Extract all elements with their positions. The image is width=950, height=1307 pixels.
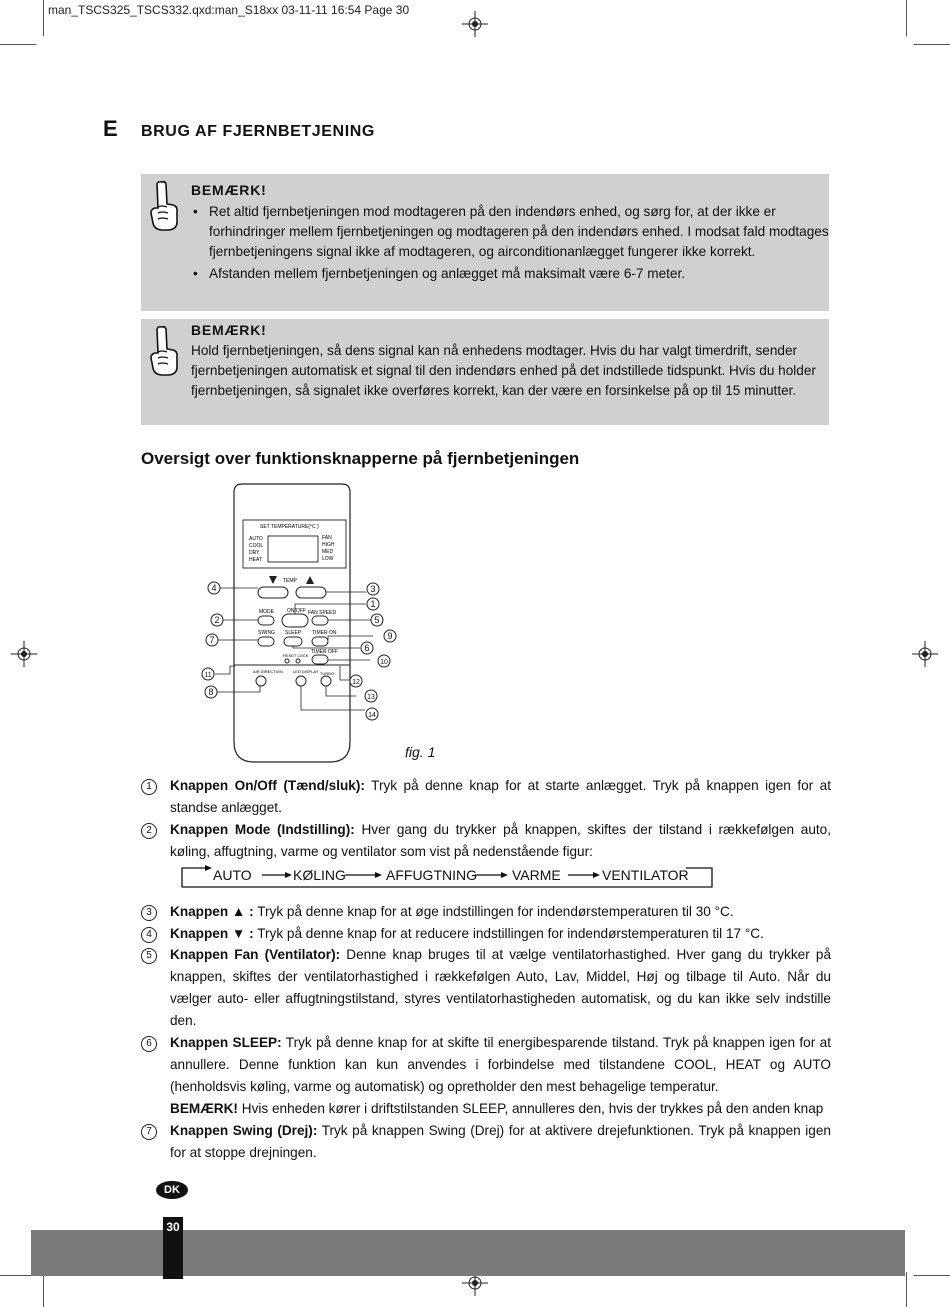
list-item — [141, 923, 831, 945]
crop-mark — [0, 44, 36, 45]
item-number: 3 — [141, 905, 157, 921]
item-number: 6 — [141, 1036, 157, 1052]
crop-mark — [906, 0, 907, 36]
crop-mark — [43, 1272, 44, 1307]
air-direction-label: AIR DIRECTION — [253, 669, 283, 674]
list-item — [141, 819, 831, 863]
item-text: Tryk på denne knap for at starte anlægget. Tryk på knappen igen for at standse anlægget. — [170, 778, 831, 815]
lock-button[interactable] — [296, 659, 300, 663]
led-display-label: LED DISPLAY — [293, 669, 319, 674]
callout-number: 7 — [209, 635, 215, 645]
swing-button-label: SWING — [258, 630, 275, 636]
mode-button[interactable] — [258, 616, 274, 625]
crop-mark — [914, 44, 950, 45]
list-item — [141, 944, 831, 1032]
item-label: Knappen Mode (Indstilling): — [170, 821, 355, 837]
display-label: SET TEMPERATURE(°C ) — [260, 524, 319, 530]
mode-label: HEAT — [249, 557, 262, 563]
sleep-button[interactable] — [284, 637, 302, 646]
callout-number: 11 — [204, 672, 212, 679]
mode-label: AUTO — [249, 536, 263, 542]
item-label: Knappen ▼ : — [170, 925, 254, 941]
mode-label: DRY — [249, 550, 260, 556]
note-bullet: • Afstanden mellem fjernbetjeningen og anlægget må maksimalt være 6-7 meter. — [191, 264, 831, 284]
pointing-hand-icon — [147, 325, 181, 377]
sleep-button-label: SLEEP — [285, 630, 302, 636]
callout-number: 5 — [374, 615, 380, 625]
item-label: Knappen Fan (Ventilator): — [170, 947, 341, 963]
figure-caption: fig. 1 — [405, 744, 436, 760]
crop-mark — [914, 1275, 950, 1276]
turbo-button[interactable] — [321, 676, 331, 686]
note-text: Hold fjernbetjeningen, så dens signal kan nå enhedens modtager. Hvis du har valgt timerdrift, sender fjernbetjeningen automatisk et signal til den indendørs enhed på det indstillede tidspunkt. Hvis du holder fjernbetjeningen, så signalet ikke overføres korrekt, kan der være en forsinkelse på op til 15 minutter. — [191, 343, 816, 399]
item-number: 7 — [141, 1124, 157, 1140]
swing-button[interactable] — [258, 637, 274, 646]
note-bullet: • Ret altid fjernbetjeningen mod modtageren på den indendørs enhed, og sørg for, at der ikke er forhindringer mellem fjernbetjeningen og modtageren på den indendørs enhed. I modsat fald modtages fjernbetjeningens signal ikke af modtageren, og airconditionanlægget fungerer ikke korrekt. — [191, 202, 831, 263]
callout-number: 10 — [380, 659, 388, 666]
item-note-label: BEMÆRK! — [170, 1100, 238, 1116]
fan-speed-button-label: FAN SPEED — [308, 610, 337, 616]
remote-control-diagram — [190, 480, 420, 770]
item-text: Tryk på knappen Swing (Drej) for at aktivere drejefunktionen. Tryk på knappen igen for at stoppe drejningen. — [170, 1122, 831, 1160]
item-note-text: Hvis enheden kører i driftstilstanden SLEEP, annulleres den, hvis der trykkes på den anden knap — [237, 1100, 824, 1116]
print-slug: man_TSCS325_TSCS332.qxd:man_S18xx 03-11-11 16:54 Page 30 — [48, 3, 410, 17]
flow-step: VENTILATOR — [602, 866, 689, 883]
list-item — [141, 1032, 831, 1120]
callout-number: 13 — [367, 694, 375, 701]
flow-step: VARME — [512, 866, 561, 883]
timer-on-button[interactable] — [312, 637, 328, 646]
fan-label: LOW — [322, 556, 334, 562]
page-number: 30 — [163, 1217, 183, 1279]
callout-number: 9 — [387, 631, 393, 641]
item-text: Tryk på denne knap for at skifte til energibesparende tilstand. Tryk på knappen igen for at annullere. Denne funktion kan kun anvendes i forbindelse med tilstandene COOL, HEAT og AUTO (henholdsvis køling, varme og automatisk) og opretholder den mest behagelige temperatur. — [170, 1035, 831, 1094]
crop-mark — [906, 1272, 907, 1307]
function-list — [141, 775, 831, 1164]
note-title: BEMÆRK! — [191, 182, 267, 198]
mode-flow-diagram — [181, 865, 713, 889]
flow-step: KØLING — [293, 866, 346, 883]
pointing-hand-icon — [147, 180, 181, 232]
temp-down-button[interactable] — [258, 587, 288, 598]
section-letter: E — [103, 116, 118, 141]
item-text: Hver gang du trykker på knappen, skiftes der tilstand i rækkefølgen auto, køling, affugtning, varme og ventilator som vist på nedenstående figur: — [170, 821, 831, 859]
item-label: Knappen SLEEP: — [170, 1035, 282, 1051]
note-box — [141, 319, 829, 425]
timer-off-button-label: TIMER OFF — [311, 649, 338, 655]
list-item — [141, 1120, 831, 1164]
timer-off-button[interactable] — [312, 655, 328, 664]
item-label: Knappen Swing (Drej): — [170, 1122, 318, 1138]
callout-number: 4 — [211, 583, 217, 593]
item-text: Denne knap bruges til at vælge ventilatorhastighed. Hver gang du trykker på knappen, skiftes der ventilatorhastighed i rækkefølgen Auto, Lav, Middel, Høj og tilbage til Auto. Når du vælger auto- eller affugtningstilstand, styres ventilatorhastigheden automatisk, og du kan ikke selv indstille den. — [170, 947, 831, 1029]
air-direction-button[interactable] — [256, 676, 266, 686]
fan-label: HIGH — [322, 542, 335, 548]
callout-number: 3 — [370, 584, 376, 594]
callout-number: 6 — [364, 643, 370, 653]
turbo-label: TURBO — [320, 671, 334, 676]
led-display-button[interactable] — [296, 676, 306, 686]
timer-on-button-label: TIMER ON — [312, 630, 337, 636]
note-title: BEMÆRK! — [191, 322, 267, 338]
mode-button-label: MODE — [259, 609, 274, 615]
list-item — [141, 901, 831, 923]
onoff-button[interactable] — [282, 614, 308, 627]
callout-number: 8 — [208, 687, 214, 697]
registration-mark-icon — [912, 641, 938, 667]
onoff-button-label: ON/OFF — [287, 608, 306, 614]
reset-button[interactable] — [285, 659, 289, 663]
fan-speed-button[interactable] — [312, 616, 328, 625]
subheading: Oversigt over funktionsknapperne på fjernbetjeningen — [141, 449, 580, 468]
section-title: BRUG AF FJERNBETJENING — [141, 123, 375, 140]
language-badge: DK — [156, 1181, 188, 1199]
mode-label: COOL — [249, 543, 264, 549]
registration-mark-icon — [462, 11, 488, 37]
item-number: 4 — [141, 927, 157, 943]
note-box — [141, 174, 829, 311]
list-item — [141, 775, 831, 819]
temp-up-button[interactable] — [296, 587, 326, 598]
fan-label: FAN — [322, 535, 332, 541]
fan-label: MED — [322, 549, 334, 555]
crop-mark — [43, 0, 44, 36]
item-label: Knappen On/Off (Tænd/sluk): — [170, 778, 365, 793]
item-number: 2 — [141, 823, 157, 839]
note-bullet-list — [191, 202, 831, 285]
item-number: 1 — [141, 779, 157, 795]
reset-lock-label: RESET LOCK — [283, 653, 309, 658]
registration-mark-icon — [11, 641, 37, 667]
item-label: Knappen ▲ : — [170, 903, 254, 919]
callout-number: 2 — [214, 615, 220, 625]
flow-step: AFFUGTNING — [386, 866, 477, 883]
item-text: Tryk på denne knap for at øge indstillingen for indendørstemperaturen til 30 °C. — [253, 903, 734, 919]
callout-number: 1 — [370, 599, 376, 609]
item-text: Tryk på denne knap for at reducere indstillingen for indendørstemperaturen til 17 °C. — [253, 925, 764, 941]
temp-label: TEMP — [283, 578, 297, 584]
flow-step: AUTO — [213, 866, 252, 883]
callout-number: 14 — [368, 712, 376, 719]
item-number: 5 — [141, 948, 157, 964]
callout-number: 12 — [352, 679, 360, 686]
